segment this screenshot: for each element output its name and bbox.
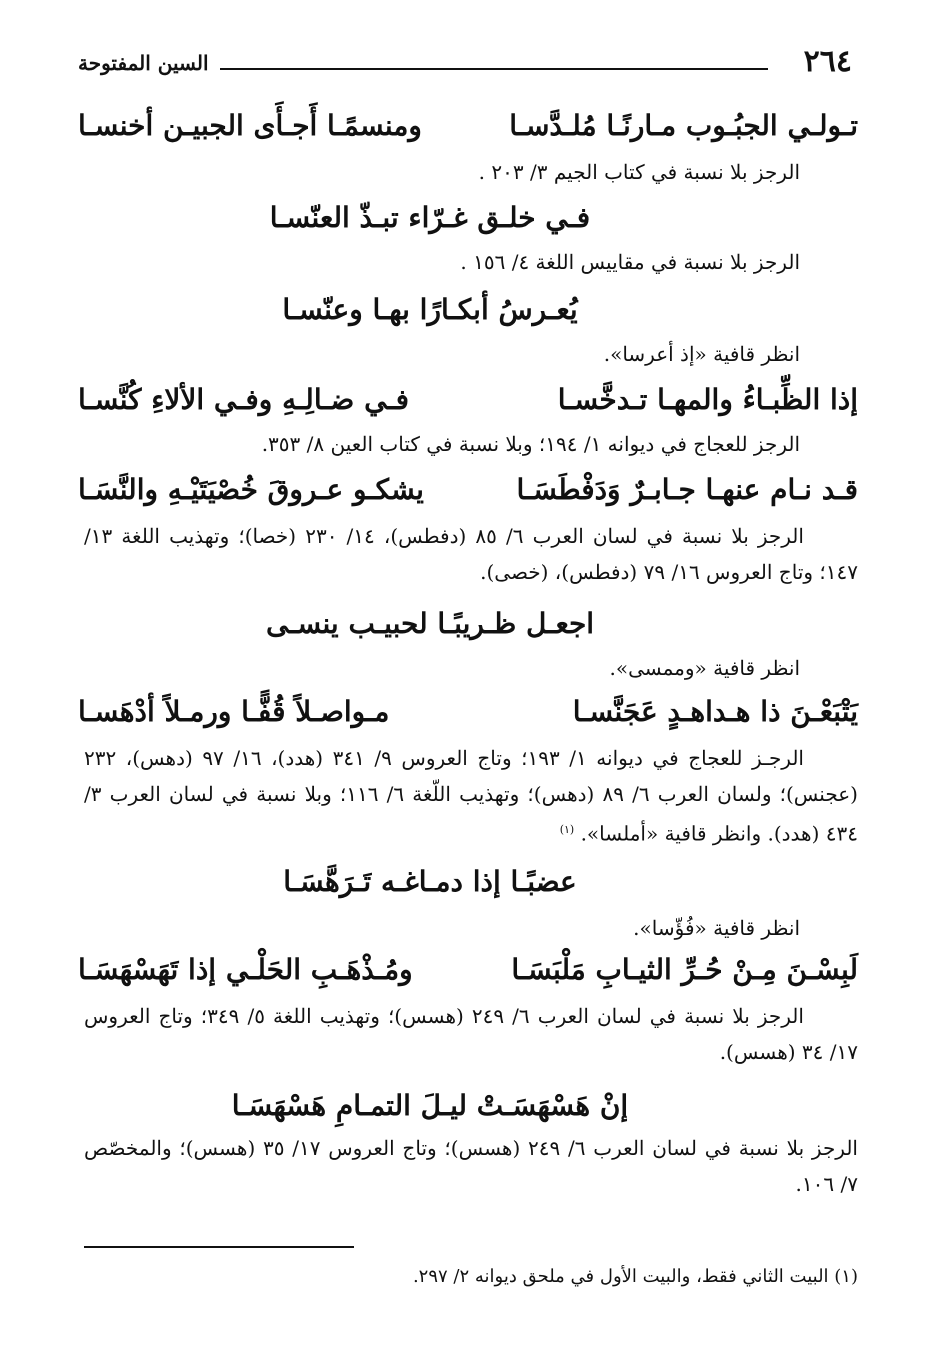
verse-citation: الرجز بلا نسبة في لسان العرب ٦/ ٨٥ (دفطس)، ١٤/ ٢٣٠ (خصا)؛ وتهذيب اللغة ١٣/ ١٤٧؛ وتاج العروس ١٦/ ٧٩ (دفطس)، (خصى). bbox=[84, 524, 858, 584]
verse-line: عضبًـا إذا دمـاغـه تَـرَهَّسَـا bbox=[283, 865, 577, 898]
verse-second-hemistich: مـواصـلاً قُفًّـا ورمـلاً أدْهَسـا bbox=[78, 695, 390, 728]
header-rule bbox=[220, 68, 768, 70]
verse-line: اجعـل ظـريبًـا لحبيـب ينسـى bbox=[265, 607, 595, 640]
verse-line: إنْ هَسْهَسَـتْ ليـلَ التمـامِ هَسْهَسَـا bbox=[231, 1089, 629, 1122]
footnote-marker: (١) bbox=[559, 823, 575, 836]
verse-second-hemistich: ومُـذْهَـبِ الحَلْـي إذا تَهَسْهَسَـا bbox=[78, 953, 413, 986]
verse-first-hemistich: إذا الظِّبـاءُ والمهـا تـدخَّسـا bbox=[557, 383, 858, 416]
verse-line bbox=[78, 380, 858, 420]
verse-second-hemistich: يشكـو عـروقَ خُصْيَتَيْـهِ والنَّسَـا bbox=[78, 473, 424, 506]
verse-first-hemistich: لَبِسْـنَ مِـنْ حُـرِّ الثيـابِ مَلْبَسَـا bbox=[511, 953, 858, 986]
verse-first-hemistich: تـولـي الجبُـوب مـارنًـا مُلـدَّسـا bbox=[509, 109, 858, 142]
verse-citation: الرجز بلا نسبة في لسان العرب ٦/ ٢٤٩ (هسس)؛ وتاج العروس ١٧/ ٣٥ (هسس)؛ والمخصّص ٧/ ١٠٦. bbox=[84, 1136, 858, 1196]
verse-citation: الرجز بلا نسبة في مقاييس اللغة ٤/ ١٥٦ . bbox=[460, 250, 800, 274]
citation-text: الرجـز للعجاج في ديوانه ١/ ١٩٣؛ وتاج العروس ٩/ ٣٤١ (هدد)، ١٦/ ٩٧ (دهس)، ٢٣٢ (عجنس)؛ ولسان العرب ٦/ ٨٩ (دهس)؛ وتهذيب اللّغة ٦/ ١١٦؛ وبلا نسبة في لسان العرب ٣/ ٤٣٤ (هدد). وانظر قافية «أملسا». bbox=[84, 746, 858, 846]
verse-citation: الرجز بلا نسبة في كتاب الجيم ٣/ ٢٠٣ . bbox=[478, 160, 800, 184]
verse-line bbox=[78, 950, 858, 990]
verse-first-hemistich: قـد نـام عنهـا جـابـرٌ وَدَفْطَسَـا bbox=[516, 473, 858, 506]
footnote-rule bbox=[84, 1246, 354, 1248]
running-title: السين المفتوحة bbox=[78, 51, 209, 75]
verse-first-hemistich: يَتْبَعْـنَ ذا هـداهـدٍ عَجَنَّسـا bbox=[572, 695, 858, 728]
cross-reference: انظر قافية «إذ أعرسا». bbox=[603, 342, 800, 366]
verse-citation: الرجز بلا نسبة في لسان العرب ٦/ ٢٤٩ (هسس)؛ وتهذيب اللغة ٥/ ٣٤٩؛ وتاج العروس ١٧/ ٣٤ (هسس). bbox=[84, 1004, 858, 1064]
page-number: ٢٦٤ bbox=[803, 44, 852, 79]
verse-citation bbox=[84, 740, 858, 852]
page-header bbox=[78, 42, 852, 82]
verse-line bbox=[78, 692, 858, 732]
verse-line bbox=[78, 470, 858, 510]
verse-line: فـي خلـق غـرّاء تبـذّ العنّسـا bbox=[269, 201, 591, 234]
verse-citation: الرجز للعجاج في ديوانه ١/ ١٩٤؛ وبلا نسبة في كتاب العين ٨/ ٣٥٣. bbox=[261, 432, 800, 456]
verse-line bbox=[78, 106, 858, 146]
cross-reference: انظر قافية «وممسى». bbox=[609, 656, 800, 680]
verse-second-hemistich: ومنسمًـا أَجـأَى الجبيـن أخنسـا bbox=[78, 109, 422, 142]
verse-line: يُعـرسُ أبكـارًا بهـا وعنّسـا bbox=[282, 293, 578, 326]
cross-reference: انظر قافية «فُؤّسا». bbox=[633, 916, 800, 940]
verse-second-hemistich: فـي ضـالِـهِ وفـي الألاءِ كُنَّسـا bbox=[78, 383, 409, 416]
footnote: (١) البيت الثاني فقط، والبيت الأول في ملحق ديوانه ٢/ ٢٩٧. bbox=[412, 1266, 858, 1287]
